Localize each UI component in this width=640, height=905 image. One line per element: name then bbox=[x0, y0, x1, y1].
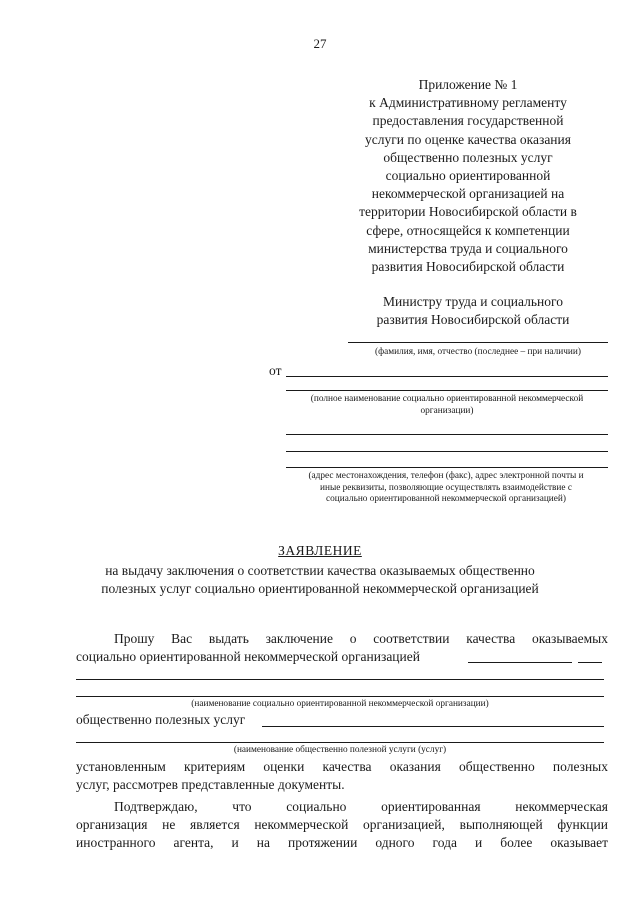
statement-subtitle-line: на выдачу заключения о соответствии качества оказываемых общественно bbox=[105, 563, 535, 578]
org-fill-line-a[interactable] bbox=[468, 662, 572, 663]
appendix-line: общественно полезных услуг bbox=[383, 149, 553, 165]
address-fill-line-2[interactable] bbox=[286, 451, 608, 452]
page-number: 27 bbox=[313, 36, 327, 51]
appendix-line: к Административному регламенту bbox=[369, 95, 567, 111]
appendix-line: сфере, относящейся к компетенции bbox=[366, 222, 570, 238]
appendix-line: территории Новосибирской области в bbox=[359, 204, 577, 220]
appendix-line: развития Новосибирской области bbox=[371, 259, 565, 275]
address-hint-line: социально ориентированной некоммерческой организацией) bbox=[326, 494, 566, 505]
from-fill-line[interactable] bbox=[286, 376, 608, 377]
fio-fill-line[interactable] bbox=[348, 342, 608, 343]
org-fill-line-c[interactable] bbox=[76, 679, 604, 680]
statement-title: ЗАЯВЛЕНИЕ bbox=[278, 543, 362, 558]
org-name-fill-line[interactable] bbox=[286, 390, 608, 391]
body-p2-line2: услуг, рассмотрев представленные документы. bbox=[76, 777, 345, 792]
address-fill-line-3[interactable] bbox=[286, 467, 608, 468]
address-hint-line: (адрес местонахождения, телефон (факс), адрес электронной почты и bbox=[308, 471, 584, 481]
services-fill-line[interactable] bbox=[262, 726, 604, 727]
statement-subtitle-line: полезных услуг социально ориентированной некоммерческой организацией bbox=[101, 581, 539, 596]
body-p1-line2: социально ориентированной некоммерческой организацией bbox=[76, 649, 420, 664]
address-fill-line-1[interactable] bbox=[286, 434, 608, 435]
appendix-line: предоставления государственной bbox=[372, 113, 564, 129]
appendix-line: некоммерческой организацией на bbox=[371, 186, 565, 202]
appendix-header bbox=[340, 76, 596, 276]
services-fill-line-2[interactable] bbox=[76, 742, 604, 743]
addressee-line: развития Новосибирской области bbox=[376, 312, 570, 327]
fio-hint: (фамилия, имя, отчество (последнее – при наличии) bbox=[375, 347, 581, 357]
addressee-line: Министру труда и социального bbox=[383, 294, 563, 309]
org-name-hint-line: организации) bbox=[420, 405, 474, 416]
body-p3-line3: иностранного агента, и на протяжении одного года и более оказывает bbox=[76, 835, 608, 850]
addressee-block bbox=[340, 293, 606, 329]
org-fill-line-b[interactable] bbox=[578, 662, 602, 663]
body-p2-line1: установленным критериям оценки качества оказания общественно полезных bbox=[76, 759, 608, 774]
org-hint: (наименование социально ориентированной некоммерческой организации) bbox=[191, 699, 489, 709]
services-label: общественно полезных услуг bbox=[76, 712, 246, 727]
org-name-hint bbox=[282, 394, 612, 417]
appendix-line: Приложение № 1 bbox=[418, 77, 518, 92]
org-name-hint-line: (полное наименование социально ориентированной некоммерческой bbox=[310, 394, 584, 404]
address-hint-line: иные реквизиты, позволяющие осуществлять взаимодействие с bbox=[320, 482, 572, 493]
service-hint: (наименование общественно полезной услуги (услуг) bbox=[233, 745, 447, 755]
body-p3-line1: Подтверждаю, что социально ориентированная некоммерческая bbox=[114, 799, 608, 814]
address-hint bbox=[270, 471, 622, 506]
org-fill-line-d[interactable] bbox=[76, 696, 604, 697]
appendix-line: министерства труда и социального bbox=[368, 240, 568, 256]
appendix-line: социально ориентированной bbox=[385, 168, 551, 184]
body-p1-line1: Прошу Вас выдать заключение о соответствии качества оказываемых bbox=[114, 631, 608, 646]
from-label: от bbox=[269, 363, 282, 378]
appendix-line: услуги по оценке качества оказания bbox=[365, 131, 571, 147]
body-p3-line2: организация не является некоммерческой организацией, выполняющей функции bbox=[76, 817, 608, 832]
